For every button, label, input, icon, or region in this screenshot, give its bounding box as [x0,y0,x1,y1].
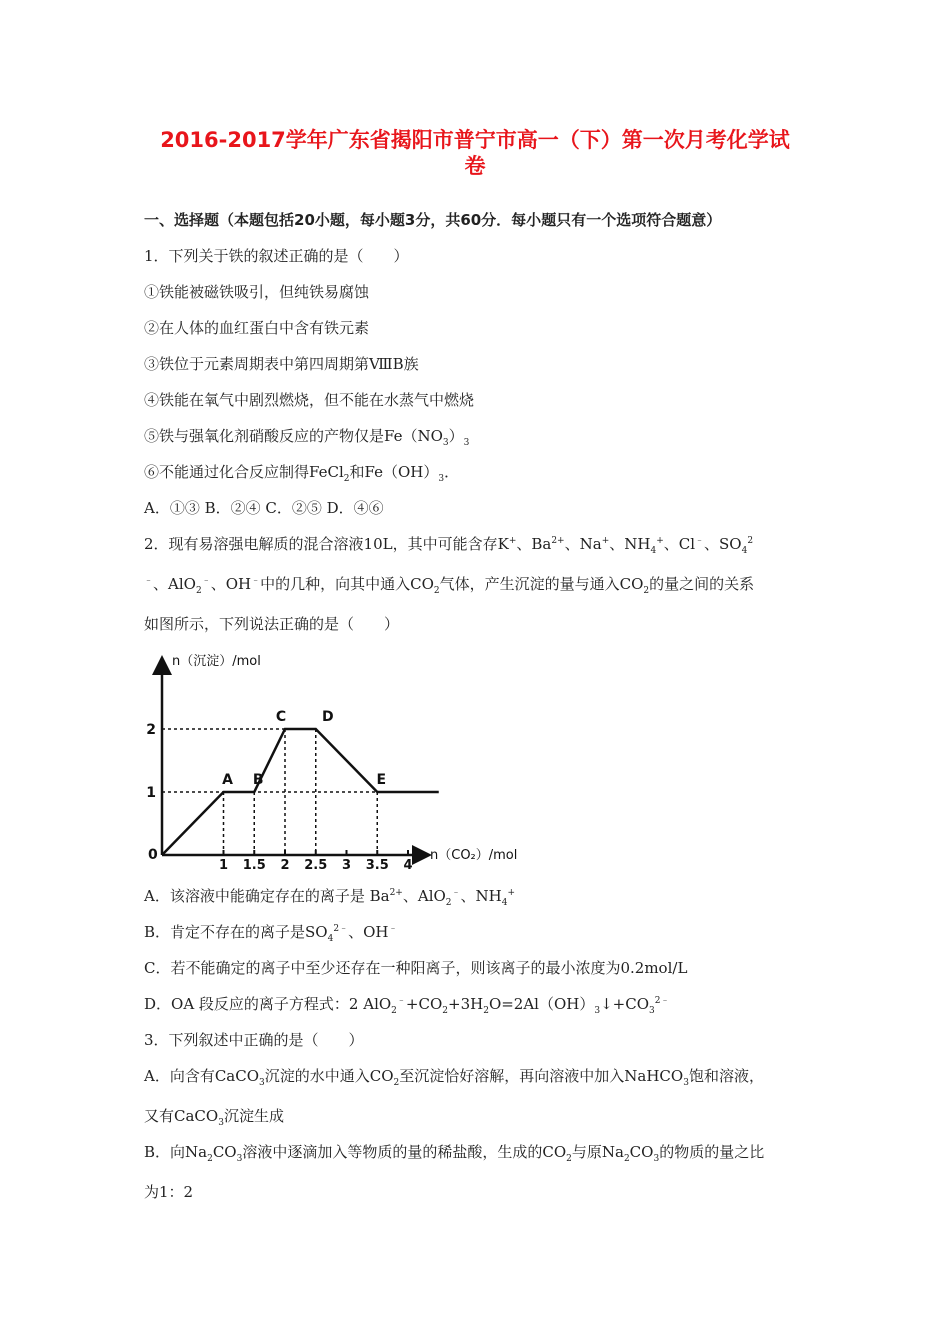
q1-statement-2: ②在人体的血红蛋白中含有铁元素 [144,319,370,337]
q2-option-c: C．若不能确定的离子中至少还存在一种阳离子，则该离子的最小浓度为0.2mol/L [144,959,688,977]
q1-options: A．①③ B．②④ C．②⑤ D．④⑥ [144,499,384,517]
section-heading: 一、选择题（本题包括20小题，每小题3分，共60分．每小题只有一个选项符合题意） [144,211,722,229]
q2-option-d: D．OA 段反应的离子方程式：2 $AlO_2^﹣+CO_2+3H_2O=2Al(OH)_3↓+CO_3^{2﹣}$ [144,995,670,1016]
point-label-B: B [252,772,264,788]
q3-option-a-line1: A．向含有CaCO$_3$沉淀的水中通入$CO_2$至沉淀恰好溶解，再向溶液中加入NaHCO$_3$饱和溶液， [144,1067,764,1088]
x-tick-label: 1 [218,858,229,870]
q1-statement-6: ⑥不能通过化合反应制得FeCl$_2$和$Fe(OH)_3$． [144,463,460,484]
q1-statement-1: ①铁能被磁铁吸引，但纯铁易腐蚀 [144,283,370,301]
q3-option-a-line2: 又有CaCO$_3$沉淀生成 [144,1107,284,1128]
q2-stem-line3: 如图所示，下列说法正确的是（ ） [144,615,400,633]
point-label-A: A [222,772,233,788]
y-tick-label: 2 [146,722,156,738]
doc-title-line2: 卷 [464,154,486,178]
y-tick-label: 1 [146,785,156,801]
precipitate-chart [144,650,524,870]
x-tick-label: 4 [403,858,413,870]
x-tick-label: 1.5 [242,858,266,870]
q2-option-a: A．该溶液中能确定存在的离子是 $Ba^{2+}$、AlO$_2$﹣、$NH_4^+$ [144,887,516,908]
q2-stem-line2: ﹣、AlO$_2$﹣、OH﹣中的几种，向其中通入$CO_2$气体，产生沉淀的量与通入$CO_2$的量之间的关系 [144,575,755,596]
x-tick-label: 3 [341,858,352,870]
point-label-D: D [321,709,334,725]
x-tick-label: 2 [280,858,290,870]
origin-label: 0 [148,847,158,863]
q1-statement-3: ③铁位于元素周期表中第四周期第ⅧB族 [144,355,419,373]
q1-statement-4: ④铁能在氧气中剧烈燃烧，但不能在水蒸气中燃烧 [144,391,475,409]
q3-stem: 3．下列叙述中正确的是（ ） [144,1031,364,1049]
x-tick-label: 3.5 [365,858,389,870]
q2-option-b: B．肯定不存在的离子是$SO_4^{2﹣}$、OH﹣ [144,923,398,944]
q1-statement-5: ⑤铁与强氧化剂硝酸反应的产物仅是$Fe(NO_3)_3$ [144,427,470,448]
x-tick-label: 2.5 [304,858,328,870]
y-axis-label: n（沉淀）/mol [172,654,261,669]
q3-option-b-line2: 为1：2 [144,1183,194,1201]
point-label-C: C [275,709,287,725]
point-label-E: E [376,772,387,788]
q3-option-b-line1: B．向$Na_2CO_3$溶液中逐滴加入等物质的量的稀盐酸，生成的$CO_2$与原$Na_2CO_3$的物质的量之比 [144,1143,765,1164]
q2-stem-line1: 2．现有易溶强电解质的混合溶液10L，其中可能含存K+、$Ba^{2+}$、Na+、$NH_4^+$、Cl﹣、$SO_4^2$ [144,535,754,556]
x-axis-label: n（CO₂）/mol [430,848,518,863]
q1-stem: 1．下列关于铁的叙述正确的是（ ） [144,247,409,265]
doc-title-line1: 2016-2017学年广东省揭阳市普宁市高一（下）第一次月考化学试 [160,128,790,152]
